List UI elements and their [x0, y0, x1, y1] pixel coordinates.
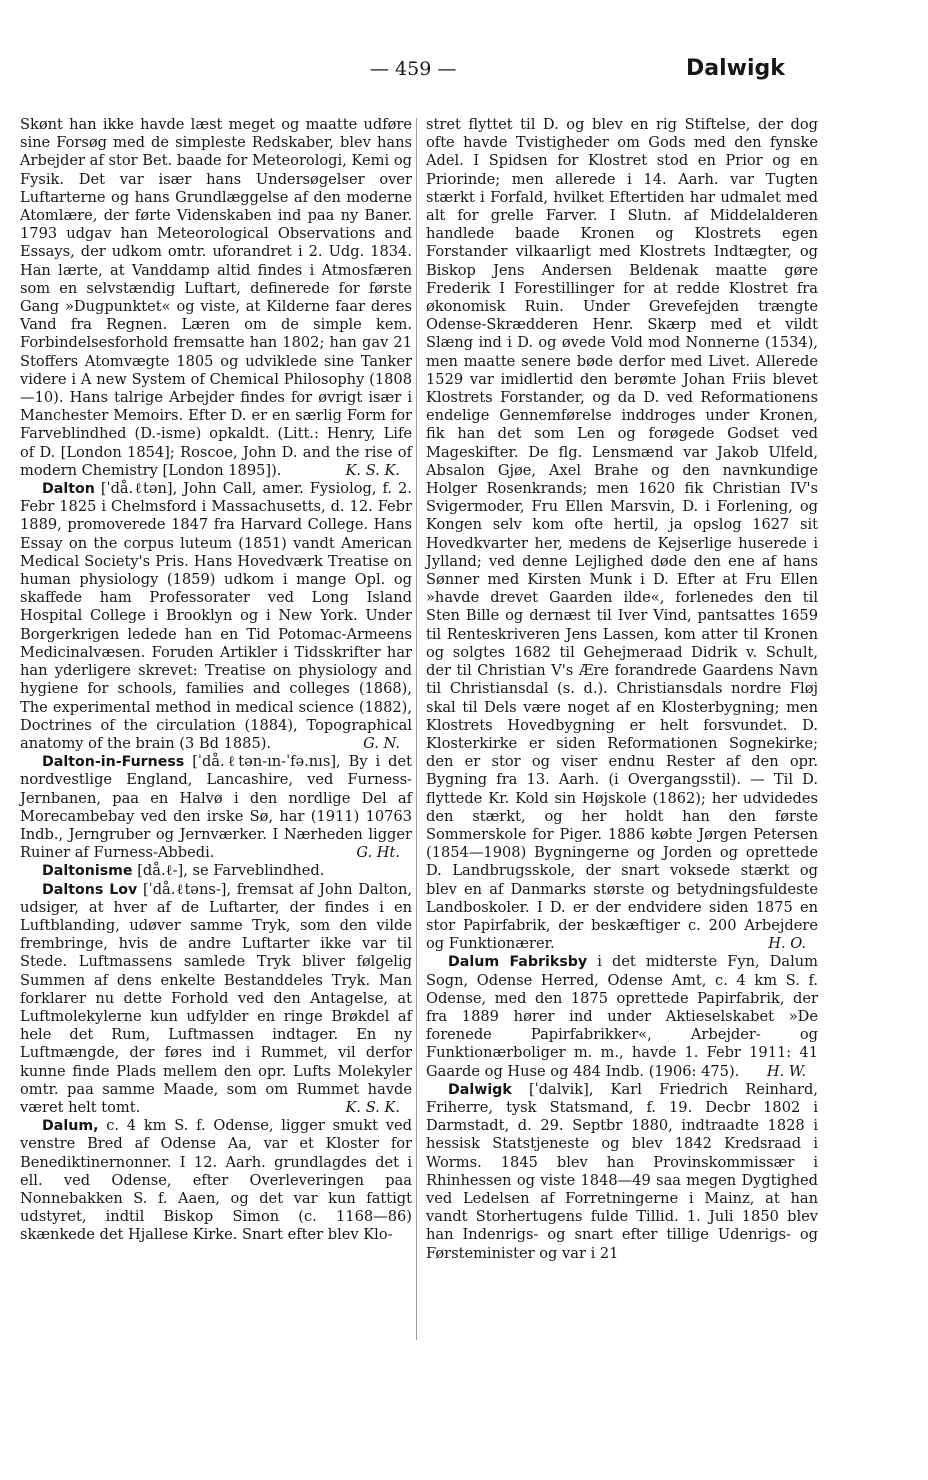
entry-daltonisme [20, 862, 412, 880]
entry-dalum [20, 1117, 412, 1244]
author-signature: H. W. [766, 1062, 806, 1080]
entry-lemma: Daltonisme [42, 863, 133, 880]
entry-text: c. 4 km S. f. Odense, ligger smukt ved venstre Bred af Odense Aa, var et Kloster for Benediktinernonner. I 12. Aarh. grundlagdes det i ell. ved Odense, efter Overleveringen paa Nonnebakken S. f. Aaen, og det var kun fattigt udstyret, indtil Biskop Simon (c. 1168—86) skænkede det Hjallese Kirke. Snart efter blev Klo- [20, 1117, 412, 1244]
right-column [426, 116, 818, 1263]
entry-daltons-lov [20, 881, 412, 1118]
running-head: Dalwigk [686, 56, 785, 81]
dalton-john-continuation [20, 116, 412, 480]
author-signature: G. N. [363, 734, 400, 752]
page-header [0, 58, 928, 88]
entry-text: [ˈdå.ℓtən-ın-ˈfə.nıs], By i det nordvestlige England, Lancashire, ved Furness-Jernbanen, paa en Halvø i den nordlige Del af Morecambebay ved den irske Sø, har (1911) 10763 Indb., Jerngruber og Jernværker. I Nærheden ligger Ruiner af Furness-Abbedi. [20, 753, 412, 862]
entry-dalton-in-furness [20, 753, 412, 862]
entry-lemma: Dalton [42, 481, 95, 498]
entry-lemma: Daltons Lov [42, 881, 138, 898]
entry-text: [ˈdå.ℓtən], John Call, amer. Fysiolog, f. 2. Febr 1825 i Chelmsford i Massachusetts, d. 12. Febr 1889, promoverede 1847 fra Harvard College. Hans Essay on the corpus luteum (1851) vandt American Medical Society's Pris. Hans Hovedværk Treatise on human physiology (1859) udkom i mange Opl. og skaffede ham Professorater ved Long Island Hospital College i Brooklyn og i New York. Under Borgerkrigen ledede han en Tid Potomac-Armeens Medicinalvæsen. Foruden Artikler i Tidsskrifter har han yderligere skrevet: Treatise on physiology and hygiene for schools, families and colleges (1868), The experimental method in medical science (1882), Doctrines of the circulation (1884), Topographical anatomy of the brain (3 Bd 1885). [20, 480, 412, 752]
entry-lemma: Dalton-in-Furness [42, 754, 185, 771]
paragraph-text: stret flyttet til D. og blev en rig Stiftelse, der dog ofte havde Tvistigheder om Gods med den fynske Adel. I Spidsen for Klostret stod en Prior og en Priorinde; men allerede i 14. Aarh. var Tugten stærkt i Forfald, hvilket Eftertiden har udmalet med alt for grelle Farver. I Slutn. af Middelalderen handlede baade Kronen og Klostrets egen Forstander vilkaarligt med Klostrets Indtægter, og Biskop Jens Andersen Beldenak maatte gøre Frederik I Forestillinger for at redde Klostret fra økonomisk Ruin. Under Grevefejden trængte Odense-Skrædderen Henr. Skærp med et vildt Slæng ind i D. og øvede Vold mod Nonnerne (1534), men maatte senere bøde derfor med Livet. Allerede 1529 var imidlertid den berømte Johan Friis blevet Klostrets Forstander, og da D. ved Reformationens endelige Gennemførelse inddroges under Kronen, fik han det som Len og forøgede Godset ved Mageskifter. De flg. Lensmænd var Jakob Ulfeld, Absalon Gjøe, Axel Brahe og den navnkundige Holger Rosenkrands; men 1620 fik Christian IV's Svigermoder, Fru Ellen Marsvin, D. i Forlening, og Kongen selv kom ofte hertil, ja opslog 1627 sit Hovedkvarter her, medens de Kejserlige huserede i Jylland; ved denne Lejlighed døde den ene af hans Sønner med Kirsten Munk i D. Efter at Fru Ellen »havde drevet Gaarden ilde«, forlenedes den til Sten Bille og dernæst til Iver Vind, pantsattes 1659 til Renteskriveren Jens Lassen, kom atter til Kronen og solgtes 1682 til Gehejmeraad Didrik v. Schult, der til Christian V's Ære forandrede Gaardens Navn til Christiansdal (s. d.). Christiansdals nordre Fløj skal til Dels være noget af en Klosterbygning; men Klostrets Hovedbygning er helt forsvundet. D. Klosterkirke er siden Reformationen Sognekirke; den er stor og viser endnu Rester af den opr. Bygning fra 13. Aarh. (i Overgangsstil). — Til D. flyttede Kr. Kold sin Højskole (1862); her udvidedes den stærkt, og her holdt han den første Sommerskole for Piger. 1886 købte Jørgen Petersen (1854—1908) Bygningerne og Jorden og oprettede D. Landbrugsskole, der snart voksede stærkt og blev en af Danmarks største og betydningsfuldeste Landboskoler. I D. er der endvidere siden 1875 en stor Papirfabrik, der beskæftiger c. 200 Arbejdere og Funktionærer. [426, 116, 818, 953]
column-divider [416, 118, 417, 1340]
entry-dalwigk [426, 1081, 818, 1263]
author-signature: H. O. [768, 935, 806, 953]
author-signature: G. Ht. [356, 844, 400, 862]
author-signature: K. S. K. [345, 461, 400, 479]
dalum-continuation [426, 116, 818, 953]
entry-dalum-fabriksby [426, 953, 818, 1080]
page-number: — 459 — [370, 58, 457, 80]
entry-lemma: Dalum Fabriksby [448, 954, 588, 971]
entry-lemma: Dalwigk [448, 1081, 512, 1098]
entry-text: [ˈdå.ℓtəns-], fremsat af John Dalton, udsiger, at hver af de Luftarter, der findes i en Luftblanding, udøver samme Tryk, som den vilde frembringe, hvis de andre Luftarter ikke var til Stede. Luftmassens samlede Tryk bliver følgelig Summen af dens enkelte Bestanddeles Tryk. Man forklarer nu dette Forhold ved den Antagelse, at Luftmolekylerne kun udfylder en ringe Brøkdel af hele det Rum, Luftmassen indtager. En ny Luftmængde, der føres ind i Rummet, vil derfor kunne finde Plads mellem den opr. Lufts Molekyler omtr. paa samme Maade, som om Rummet havde været helt tomt. [20, 880, 412, 1116]
left-column [20, 116, 412, 1245]
paragraph-text: Skønt han ikke havde læst meget og maatte udføre sine Forsøg med de simpleste Redskaber, blev hans Arbejder af stor Bet. baade for Meteorologi, Kemi og Fysik. Det var især hans Undersøgelser over Luftarterne og hans Grundlæggelse af den moderne Atomlære, der førte Videnskaben ind paa ny Baner. 1793 udgav han Meteorological Observations and Essays, der udkom omtr. uforandret i 2. Udg. 1834. Han lærte, at Vanddamp altid findes i Atmosfæren som en selvstændig Luftart, definerede for første Gang »Dugpunktet« og viste, at Kilderne faar deres Vand fra Regnen. Læren om de simple kem. Forbindelsesforhold fremsatte han 1802; han gav 21 Stoffers Atomvægte 1805 og udviklede sine Tanker videre i A new System of Chemical Philosophy (1808—10). Hans talrige Arbejder findes for øvrigt især i Manchester Memoirs. Efter D. er en særlig Form for Farveblindhed (D.-isme) opkaldt. (Litt.: Henry, Life of D. [London 1854]; Roscoe, John D. and the rise of modern Chemistry [London 1895]). [20, 116, 412, 479]
author-signature: K. S. K. [345, 1098, 400, 1116]
entry-text: [ˈdalvik], Karl Friedrich Reinhard, Friherre, tysk Statsmand, f. 19. Decbr 1802 i Darmstadt, d. 29. Septbr 1880, indtraadte 1828 i hessisk Statstjeneste og blev 1842 Kredsraad i Worms. 1845 blev han Provinskommissær i Rhinhessen og viste 1848—49 saa megen Dygtighed ved Ledelsen af Forretningerne i Mainz, at han vandt Storhertugens fulde Tillid. 1. Juli 1850 blev han Indenrigs- og snart efter tillige Udenrigs- og Førsteminister og var i 21 [426, 1080, 818, 1262]
entry-dalton [20, 480, 412, 753]
entry-text: i det midterste Fyn, Dalum Sogn, Odense Herred, Odense Amt, c. 4 km S. f. Odense, med den 1875 oprettede Papirfabrik, der fra 1889 hører ind under Aktieselskabet »De forenede Papirfabrikker«, Arbejder- og Funktionærboliger m. m., havde 1. Febr 1911: 41 Gaarde og Huse og 484 Indb. (1906: 475). [426, 953, 818, 1080]
entry-text: [då.ℓ-], se Farveblindhed. [132, 862, 325, 880]
entry-lemma: Dalum, [42, 1118, 99, 1135]
